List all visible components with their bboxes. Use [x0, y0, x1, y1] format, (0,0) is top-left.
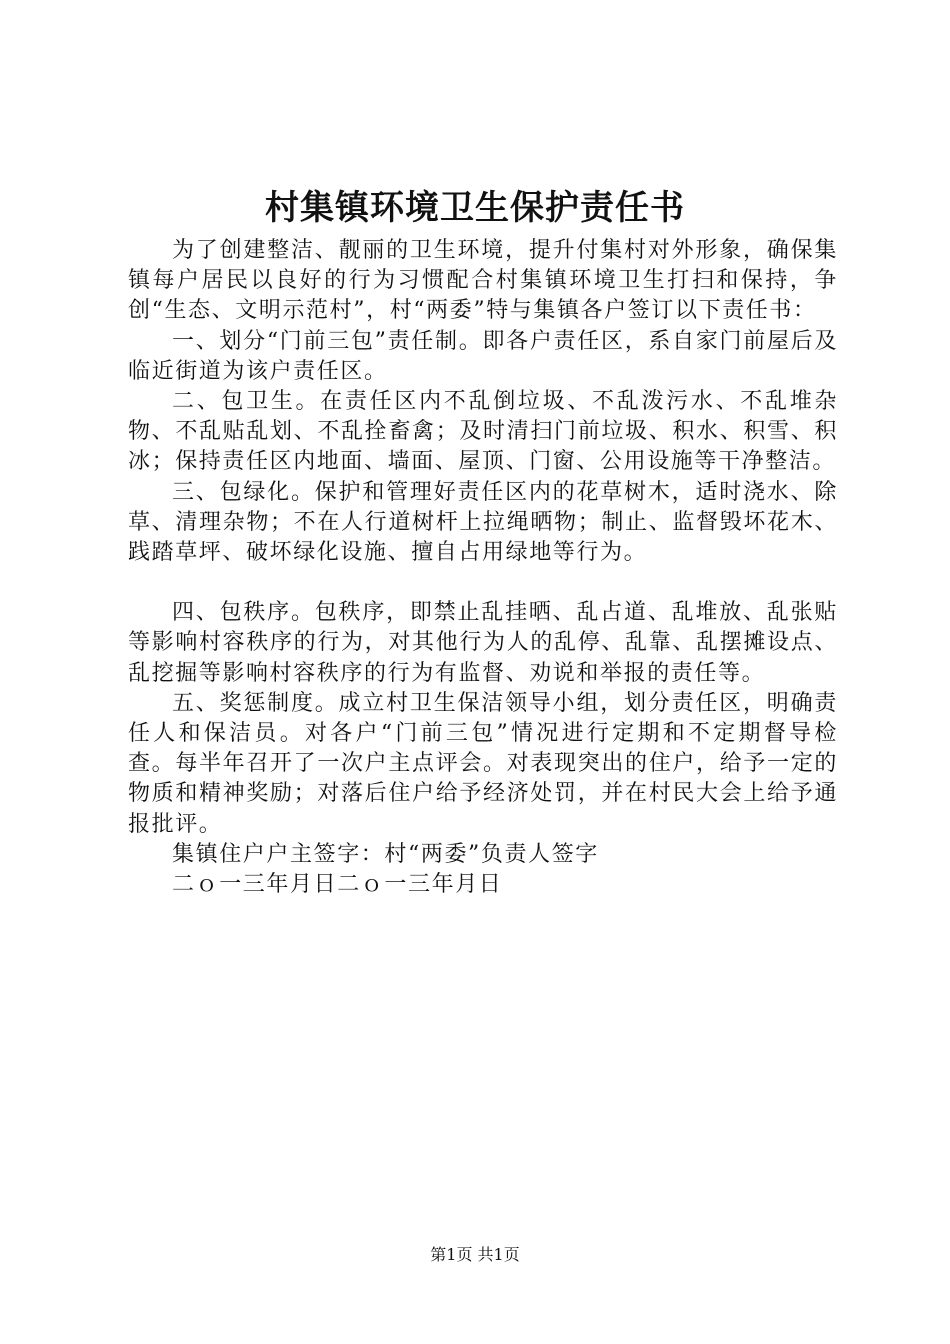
document-body — [128, 236, 838, 900]
section-four-paragraph: 四、包秩序。包秩序，即禁止乱挂晒、乱占道、乱堆放、乱张贴等影响村容秩序的行为，对其他行为人的乱停、乱靠、乱摆摊设点、乱挖掘等影响村容秩序的行为有监督、劝说和举报的责任等。 — [128, 600, 838, 686]
document-title: 村集镇环境卫生保护责任书 — [265, 188, 685, 228]
section-two-paragraph: 二、包卫生。在责任区内不乱倒垃圾、不乱泼污水、不乱堆杂物、不乱贴乱划、不乱拴畜禽；及时清扫门前垃圾、积水、积雪、积冰；保持责任区内地面、墙面、屋顶、门窗、公用设施等干净整洁。 — [128, 389, 838, 475]
intro-paragraph: 为了创建整洁、靓丽的卫生环境，提升付集村对外形象，确保集镇每户居民以良好的行为习惯配合村集镇环境卫生打扫和保持，争创“生态、文明示范村”，村“两委”特与集镇各户签订以下责任书： — [128, 238, 838, 324]
page-number-footer: 第1页 共1页 — [430, 1245, 520, 1264]
signature-line: 集镇住户户主签字：村“两委”负责人签字 — [172, 841, 599, 867]
section-five-paragraph: 五、奖惩制度。成立村卫生保洁领导小组，划分责任区，明确责任人和保洁员。对各户“门前三包”情况进行定期和不定期督导检查。每半年召开了一次户主点评会。对表现突出的住户，给予一定的物质和精神奖励；对落后住户给予经济处罚，并在村民大会上给予通报批评。 — [128, 690, 838, 837]
section-one-paragraph: 一、划分“门前三包”责任制。即各户责任区，系自家门前屋后及临近街道为该户责任区。 — [128, 328, 838, 384]
date-line: 二ｏ一三年月日二ｏ一三年月日 — [172, 872, 503, 898]
section-three-paragraph: 三、包绿化。保护和管理好责任区内的花草树木，适时浇水、除草、清理杂物；不在人行道树杆上拉绳晒物；制止、监督毁坏花木、践踏草坪、破坏绿化设施、擅自占用绿地等行为。 — [128, 479, 838, 566]
